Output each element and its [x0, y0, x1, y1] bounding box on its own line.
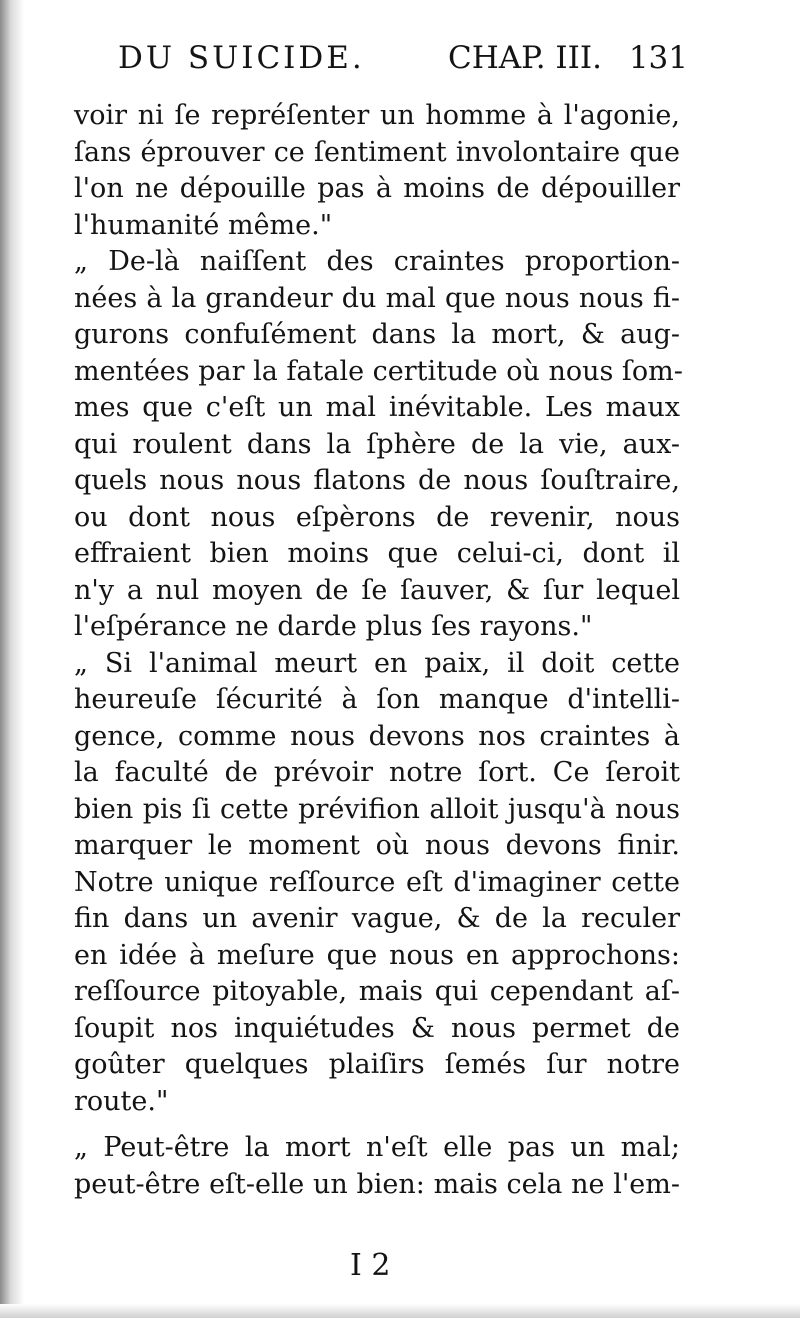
text-line: l'humanité même." [74, 209, 333, 241]
signature-mark: I 2 [350, 1248, 391, 1283]
text-line: l'eſpérance ne darde plus ſes rayons." [74, 611, 593, 642]
text-line: n'y a nul moyen de ſe ſauver, & ſur lequel [74, 574, 680, 606]
text-line: bien pis ſi cette prévifion alloit jusqu'à nous [74, 793, 680, 825]
text-line: Notre unique reſſource eſt d'imaginer cette [74, 866, 680, 898]
text-line: la faculté de prévoir notre ſort. Ce ſeroit [74, 757, 680, 788]
text-line: heureuſe ſécurité à ſon manque d'intelli- [74, 684, 680, 715]
running-header [118, 40, 688, 90]
text-line: ou dont nous eſpèrons de revenir, nous [74, 501, 680, 533]
paragraph-gap [74, 1120, 680, 1130]
text-line: goûter quelques plaiſirs ſemés ſur notre [74, 1049, 680, 1080]
text-line: quels nous nous flatons de nous ſouſtraire, [74, 465, 680, 496]
page-gutter-shadow [0, 0, 24, 1318]
page-bottom-edge [0, 1304, 800, 1318]
text-line: „ De-là naiſſent des craintes proportion- [74, 246, 680, 277]
text-line: peut-être eſt-elle un bien: mais cela ne l'em- [74, 1168, 680, 1200]
text-line: marquer le moment où nous devons finir. [74, 830, 680, 861]
text-line: effraient bien moins que celui-ci, dont il [74, 538, 680, 569]
page-number: 131 [628, 40, 688, 76]
text-line: „ Peut-être la mort n'eſt elle pas un mal; [74, 1132, 680, 1163]
text-line: ſans éprouver ce ſentiment involontaire que [74, 136, 680, 168]
text-line: „ Si l'animal meurt en paix, il doit cette [74, 647, 680, 679]
text-line: reſſource pitoyable, mais qui cependant aſ- [74, 976, 680, 1007]
body-text [74, 98, 683, 1203]
text-line: l'on ne dépouille pas à moins de dépouiller [74, 173, 680, 204]
text-line: voir ni ſe repréſenter un homme à l'agonie, [74, 100, 680, 131]
text-line: gence, comme nous devons nos craintes à [74, 720, 680, 752]
text-line: route." [74, 1085, 169, 1117]
text-line: gurons confuſément dans la mort, & aug- [74, 319, 680, 350]
running-title: DU SUICIDE. [118, 40, 365, 76]
text-line: mes que c'eſt un mal inévitable. Les maux [74, 392, 680, 423]
text-line: en idée à meſure que nous en approchons: [74, 939, 680, 971]
chapter-label: CHAP. III. [448, 40, 603, 76]
text-line: mentées par la fatale certitude où nous ſom- [74, 355, 683, 387]
text-line: qui roulent dans la ſphère de la vie, aux- [74, 428, 680, 460]
text-line: fin dans un avenir vague, & de la reculer [74, 903, 680, 934]
text-line: ſoupit nos inquiétudes & nous permet de [74, 1012, 680, 1044]
text-line: nées à la grandeur du mal que nous nous fi- [74, 282, 680, 314]
